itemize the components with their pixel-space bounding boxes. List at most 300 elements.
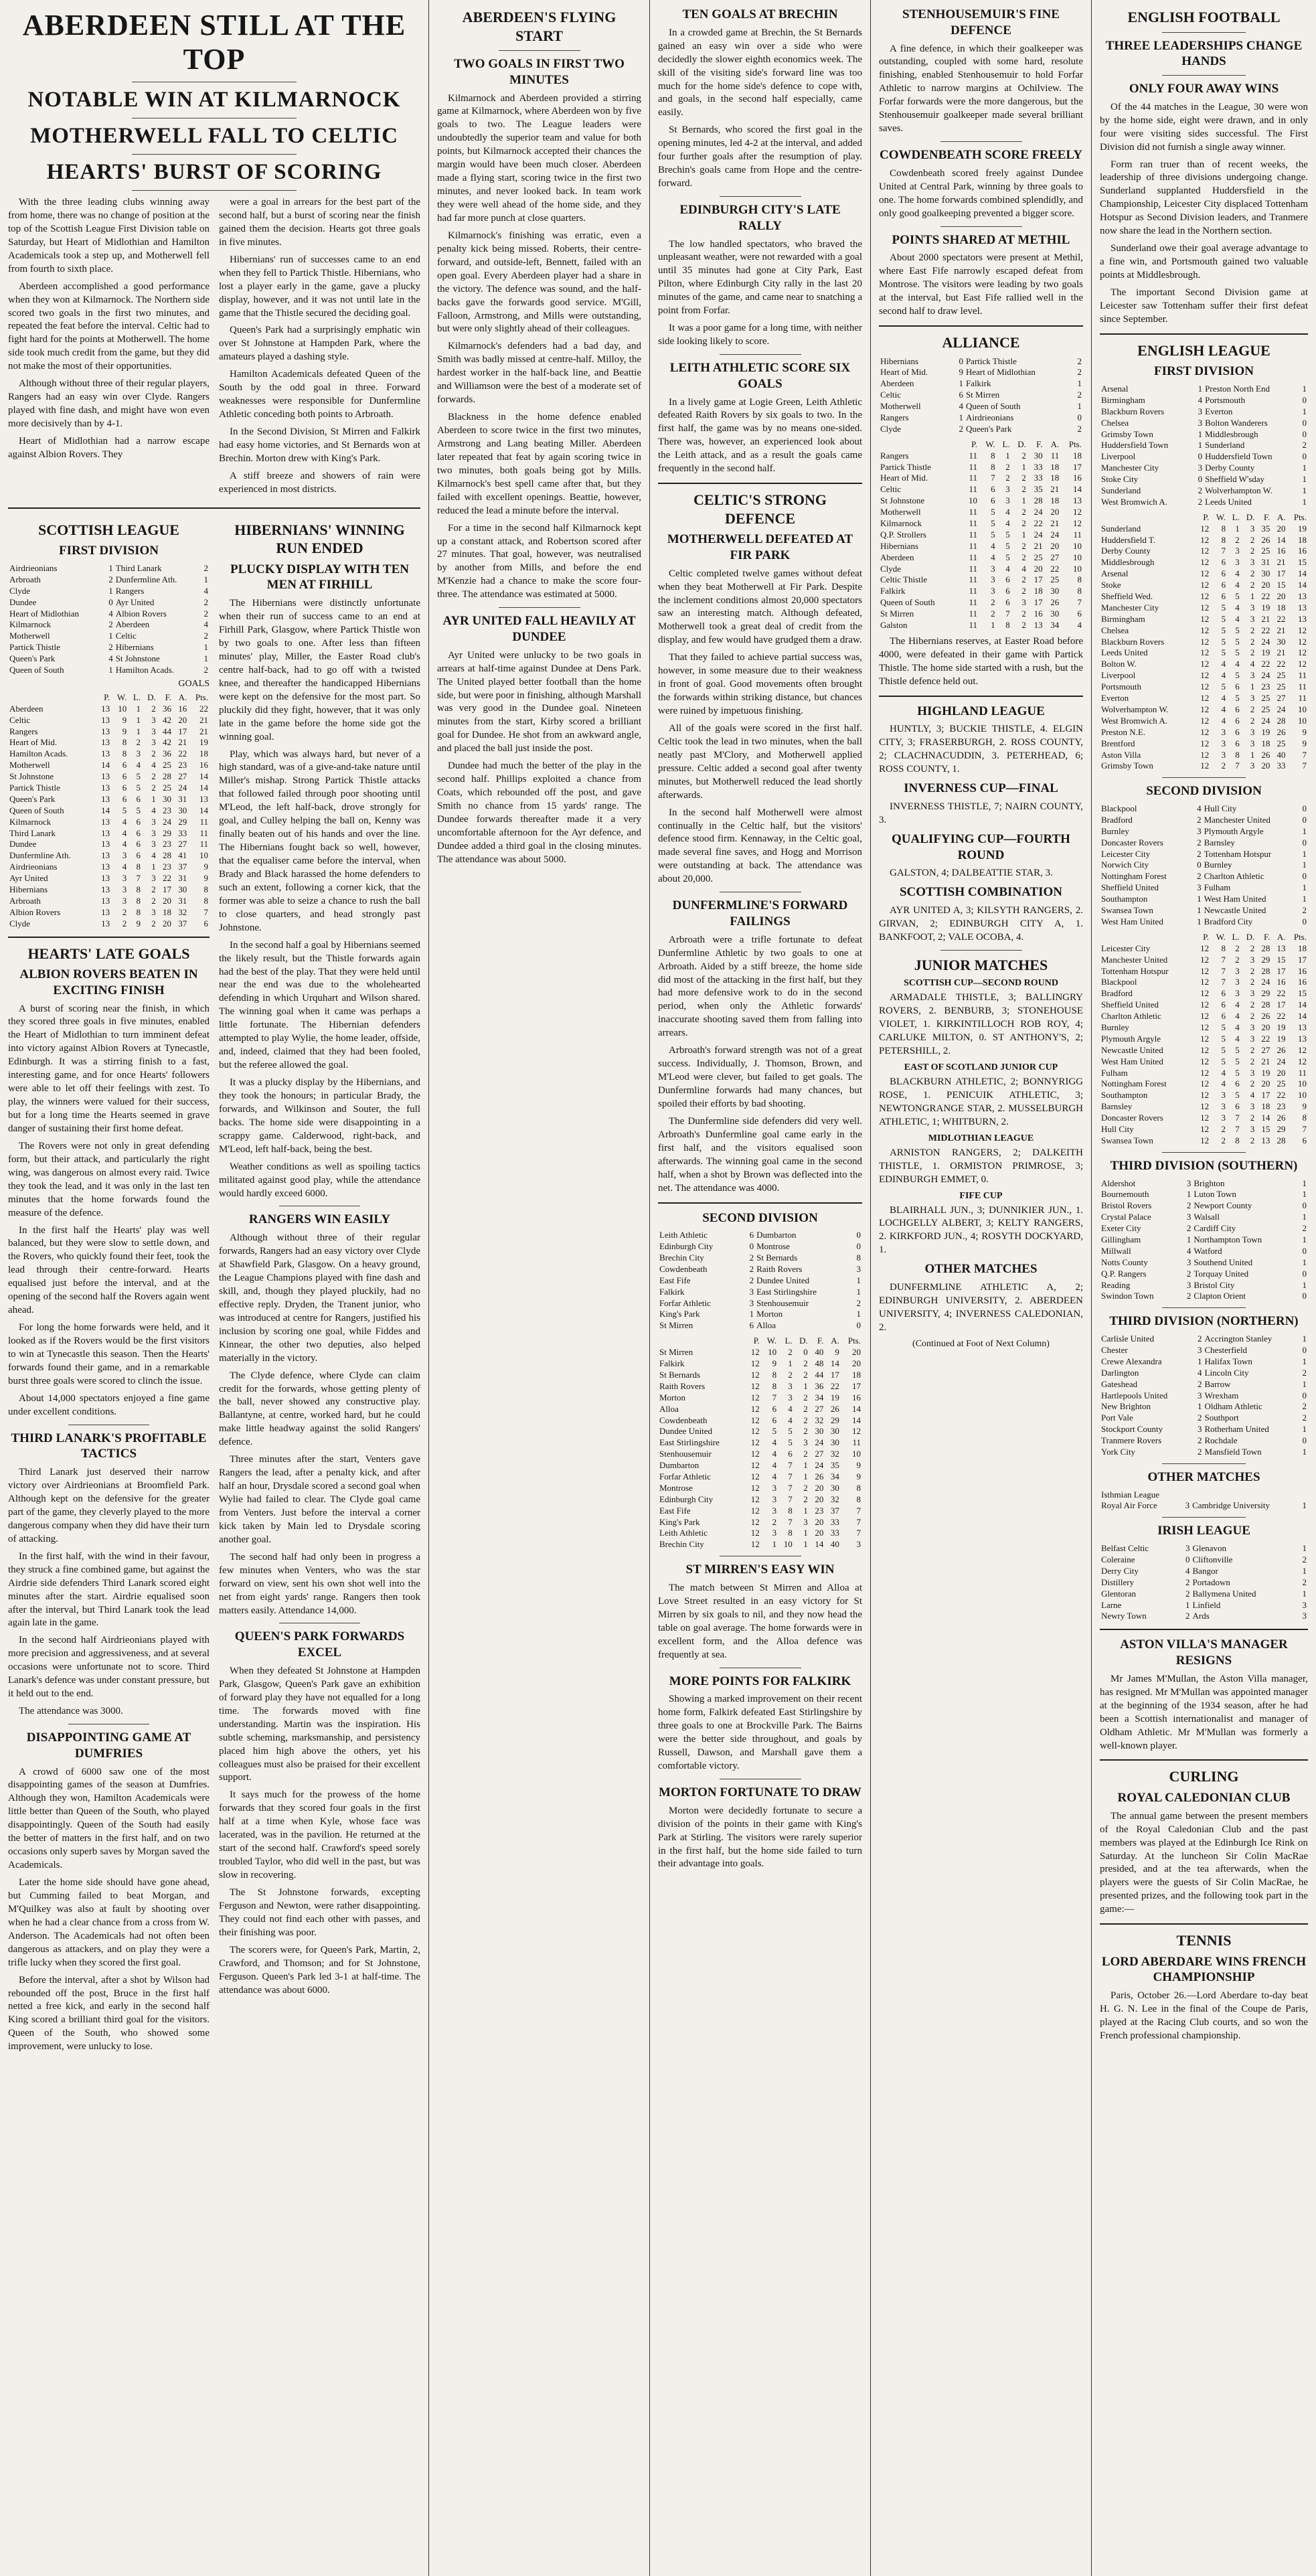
table-cell: 5	[1235, 636, 1240, 647]
result-row	[1100, 1379, 1308, 1390]
paragraph: The Dunfermline side defenders did very well. Arbroath's Dunfermline goal came early in the first half, and the visitors equalised soon afterwards. The winning goal came in the second half, when a shot by Brown was deflected into the net. The attendance was 4000.	[658, 1115, 862, 1194]
table-cell: 11	[1050, 450, 1060, 461]
table-cell: 8	[1235, 749, 1240, 760]
table-cell: 16	[1298, 977, 1307, 987]
table-cell: 48	[815, 1358, 824, 1369]
table-cell: 22	[1277, 613, 1286, 624]
result-cell: Grimsby Town	[1101, 428, 1153, 439]
table-cell: 6	[1235, 704, 1240, 714]
table-header-cell: Pts.	[1068, 438, 1082, 449]
table-cell: 27	[815, 1403, 824, 1414]
result-cell: Royal Air Force	[1101, 1500, 1157, 1511]
paragraph: The second half had only been in progress a few minutes when Venters, who was the star forward on view, sent his own shot well into the net from eight yards' range. Rangers then took matters easily. Attendance 14,000.	[219, 1551, 420, 1616]
table-cell: 9	[1302, 738, 1307, 748]
table-cell: 5	[1221, 613, 1226, 624]
table-cell: 4	[1077, 619, 1082, 630]
table-cell: 3	[1221, 1090, 1226, 1101]
result-cell: 1	[1197, 894, 1202, 904]
result-cell: 1	[959, 412, 963, 422]
table-cell: 21	[1261, 1056, 1270, 1066]
table-cell: East Fife	[659, 1505, 691, 1516]
table-row	[658, 1471, 862, 1483]
table-cell: 30	[830, 1482, 839, 1493]
table-cell: 27	[815, 1449, 824, 1459]
result-cell: 0	[959, 355, 963, 366]
junior-body-2	[879, 1076, 1083, 1129]
table-cell: 12	[750, 1539, 760, 1550]
third-head: THIRD LANARK'S PROFITABLE TACTICS	[11, 1431, 207, 1461]
table-cell: 5	[1235, 591, 1240, 602]
table-row	[1100, 602, 1308, 614]
table-cell: 1	[1021, 529, 1026, 540]
result-row	[8, 631, 210, 642]
table-cell: 25	[1261, 546, 1270, 556]
result-cell: 3	[1198, 1424, 1202, 1435]
result-cell: Watford	[1194, 1245, 1222, 1256]
eng-sub2: ONLY FOUR AWAY WINS	[1129, 82, 1279, 96]
table-row	[1100, 1124, 1308, 1135]
table-row	[1100, 1113, 1308, 1124]
result-cell: Fulham	[1204, 882, 1231, 893]
table-cell: 2	[1021, 473, 1026, 483]
result-cell: 1	[108, 562, 113, 573]
result-cell: West Ham United	[1101, 916, 1163, 927]
result-cell: Liverpool	[1101, 451, 1136, 462]
table-cell: 2	[1005, 473, 1010, 483]
table-cell: 6	[1221, 591, 1226, 602]
result-cell: 1	[1302, 1334, 1307, 1344]
result-cell: 2	[1198, 485, 1203, 496]
table-row	[8, 726, 210, 738]
column-alliance	[870, 0, 1091, 2576]
junior-body-3	[879, 1147, 1083, 1187]
table-cell: 13	[101, 703, 110, 714]
table-cell: 22	[1261, 659, 1270, 669]
result-cell: 1	[1302, 1543, 1307, 1554]
table-cell: Falkirk	[880, 586, 906, 596]
table-cell: 17	[1298, 954, 1307, 965]
result-row	[1100, 1291, 1308, 1302]
table-cell: 22	[199, 703, 208, 714]
table-cell: 6	[1235, 738, 1240, 748]
table-cell: 7	[1005, 609, 1010, 619]
table-cell: 8	[136, 906, 141, 917]
result-cell: 1	[203, 653, 208, 664]
result-row	[1100, 1189, 1308, 1200]
table-cell: Chelsea	[1101, 625, 1129, 635]
result-cell: 1	[856, 1275, 861, 1285]
table-cell: 2	[803, 1415, 808, 1425]
table-cell: 8	[788, 1528, 793, 1538]
result-cell: Portsmouth	[1205, 394, 1246, 405]
result-cell: St Johnstone	[115, 653, 160, 664]
table-cell: Heart of Mid.	[880, 473, 928, 483]
result-cell: Arsenal	[1101, 384, 1129, 394]
dunf-head: DUNFERMLINE'S FORWARD FAILINGS	[672, 898, 848, 929]
paragraph: Hamilton Academicals defeated Queen of the South by the odd goal in three. Forward weaknesses were responsible for Dunfermline Athletic conceding both points to Arbroath.	[219, 369, 420, 420]
result-cell: Leith Athletic	[659, 1230, 708, 1240]
table-row	[879, 552, 1083, 564]
eng-second-results	[1100, 803, 1308, 928]
table-cell: 28	[1261, 965, 1270, 976]
highland-head: HIGHLAND LEAGUE	[917, 704, 1045, 718]
table-cell: 9	[856, 1471, 861, 1481]
result-cell: 1	[1302, 1356, 1307, 1366]
table-cell: 8	[1077, 586, 1082, 596]
table-cell: 25	[163, 782, 172, 793]
table-cell: 7	[1235, 1123, 1240, 1134]
result-cell: Burnley	[1101, 825, 1129, 836]
paragraph: ARMADALE THISTLE, 3; BALLINGRY ROVERS, 2. BENBURB, 3; STONEHOUSE VIOLET, 1. KIRKINTILLOCH ROB ROY, 4; CARLUKE MILTON, 0. ST ANTHONY'S, 2; PETERSHILL, 2.	[879, 992, 1083, 1056]
table-cell: 32	[830, 1449, 839, 1459]
table-cell: 7	[856, 1505, 861, 1516]
table-cell: 5	[1235, 625, 1240, 635]
table-cell: 6	[991, 495, 995, 506]
table-cell: 28	[163, 850, 172, 861]
result-row	[1100, 1447, 1308, 1458]
table-cell: 30	[163, 793, 172, 804]
table-row	[658, 1506, 862, 1517]
alliance-body	[879, 635, 1083, 689]
result-cell: 1	[1302, 474, 1307, 485]
table-cell: 24	[1277, 1056, 1286, 1066]
table-cell: 30	[1277, 636, 1286, 647]
paragraph: The annual game between the present members of the Royal Caledonian Club and the past members was played at the Edinburgh Ice Rink on Saturday. At the luncheon Sir Colin MacRae presided, and at the tea afterwards, when the players were the guests of Sir Colin MacRae, he presented prizes, and the following took part in the game:—	[1100, 1810, 1308, 1915]
table-cell: 18	[199, 748, 208, 759]
mirren-body	[658, 1582, 862, 1662]
table-cell: 4	[1235, 613, 1240, 624]
table-cell: 6	[136, 827, 141, 838]
result-cell: Brechin City	[659, 1253, 704, 1263]
result-cell: Queen of South	[965, 401, 1021, 412]
table-cell: 2	[1250, 580, 1255, 590]
table-cell: 13	[101, 895, 110, 906]
result-cell: 2	[856, 1297, 861, 1308]
flying-head: ABERDEEN'S FLYING START	[462, 9, 616, 44]
table-cell: 8	[1235, 1135, 1240, 1145]
result-cell: Plymouth Argyle	[1204, 825, 1264, 836]
tennis-body	[1100, 1990, 1308, 2043]
table-row	[1100, 1135, 1308, 1147]
table-header-cell	[658, 1336, 745, 1347]
paragraph: BLAIRHALL JUN., 3; DUNNIKIER JUN., 1. LOCHGELLY ALBERT, 3; KELTY RANGERS, 2. KIRKFORD JUN., 4; ROSYTH DOCKYARD, 1.	[879, 1204, 1083, 1256]
paragraph: It says much for the prowess of the home forwards that they scored four goals in the first half at a time when Kyle, whose face was lacerated, was in the pavilion. He returned at the start of the second half. Crawford's speed sorely troubled Taylor, who did well in the past, but was slow in recovering.	[219, 1789, 420, 1880]
result-cell: Sheffield United	[1101, 882, 1159, 893]
col4-other-body	[879, 1281, 1083, 1335]
paragraph: Morton were decidedly fortunate to secure a division of the points in their game with King's Park at Stirling. The visitors were rarely superior in the first half, but the home side failed to turn their advantage into goals.	[658, 1805, 862, 1870]
table-cell: 37	[178, 918, 187, 929]
result-cell: Birmingham	[1101, 394, 1145, 405]
table-cell: Sheffield Wed.	[1101, 591, 1153, 602]
result-cell: 4	[108, 608, 113, 619]
curling-head: CURLING	[1169, 1768, 1239, 1785]
table-cell: 2	[1021, 540, 1026, 551]
table-cell: 29	[830, 1415, 839, 1425]
result-cell: 2	[203, 664, 208, 675]
points-body	[879, 252, 1083, 319]
table-cell: 8	[788, 1505, 793, 1516]
table-cell: 7	[1221, 977, 1226, 987]
table-cell: Stoke	[1101, 580, 1121, 590]
table-cell: 8	[1221, 523, 1226, 534]
table-cell: 7	[788, 1471, 793, 1481]
table-cell: 28	[163, 771, 172, 782]
table-row	[1100, 999, 1308, 1011]
table-cell: 17	[178, 726, 187, 736]
table-cell: 2	[1235, 534, 1240, 545]
result-cell: 1	[1302, 406, 1307, 416]
paragraph: BLACKBURN ATHLETIC, 2; BONNYRIGG ROSE, 1. PENICUIK ATHLETIC, 3; NEWTONGRANGE STAR, 2. MUSSELBURGH ATHLETIC, 1; WHITBURN, 2.	[879, 1076, 1083, 1127]
result-cell: 1	[856, 1286, 861, 1297]
deck-1: NOTABLE WIN AT KILMARNOCK	[27, 88, 401, 112]
table-cell: 24	[1034, 507, 1043, 517]
table-row	[879, 586, 1083, 597]
table-cell: 12	[1200, 546, 1210, 556]
table-cell: 6	[788, 1449, 793, 1459]
table-cell: 22	[1261, 1033, 1270, 1044]
league-division: FIRST DIVISION	[58, 544, 159, 558]
table-row	[658, 1483, 862, 1494]
result-row	[1100, 1589, 1308, 1600]
table-header-cell: L.	[1232, 511, 1240, 522]
result-cell: Sheffield W'sday	[1205, 474, 1265, 485]
paragraph: Kilmarnock and Aberdeen provided a stirring game at Kilmarnock, where Aberdeen won by five goals to two. The League leaders were undoubtedly the superior team and value for both points, but Kilmarnock accepted their chances the margin would have been much closer. Aberdeen made a flying start, scoring twice in the first two minutes, and never looked back. In team work they were well ahead of the home side, and they had far more punch at close quarters.	[437, 92, 641, 224]
result-row	[1100, 1246, 1308, 1257]
result-cell	[1299, 1490, 1308, 1501]
table-cell: 12	[1200, 580, 1210, 590]
table-row	[1100, 1022, 1308, 1034]
result-cell: Hamilton Acads.	[115, 664, 175, 675]
table-header-cell: F.	[817, 1336, 824, 1346]
table-cell: 6	[1077, 609, 1082, 619]
table-cell: 12	[1200, 602, 1210, 613]
table-cell: 12	[1200, 591, 1210, 602]
table-header-cell: W.	[1216, 511, 1226, 522]
third-south-results	[1100, 1178, 1308, 1303]
table-cell: 2	[1005, 461, 1010, 472]
table-row	[8, 748, 210, 760]
table-cell: 4	[991, 540, 995, 551]
table-cell: 4	[1221, 704, 1226, 714]
table-cell: 28	[1277, 715, 1286, 726]
table-cell: 10	[969, 495, 978, 506]
hibernians-section	[219, 515, 420, 2059]
table-cell: 12	[750, 1494, 760, 1504]
result-cell: 1	[1198, 384, 1203, 394]
table-row	[1100, 955, 1308, 966]
table-cell: 12	[1200, 726, 1210, 737]
table-cell: 7	[856, 1516, 861, 1527]
result-cell: 1	[1302, 1189, 1307, 1200]
stenhouse-head: STENHOUSEMUIR'S FINE DEFENCE	[902, 7, 1060, 37]
table-cell: 2	[1250, 1044, 1255, 1055]
table-cell: Blackburn Rovers	[1101, 636, 1165, 647]
first-div-results	[8, 563, 210, 676]
result-row	[1100, 837, 1308, 849]
table-cell: 6	[1221, 557, 1226, 568]
paragraph: The Hibernians were distinctly unfortunate when their run of success came to an end at Firhill Park, Glasgow, where Partick Thistle won by two goals to one. After less than fifteen minutes' play, Miller, the Easter Road club's centre half-back, had to go off with a twisted knee, and thereafter the handicapped Hibernians were kept on the defensive for the most part. So pluckily did they fight, however, that it was only late in the game before the home side got the winning goal.	[219, 598, 420, 742]
table-cell: Ayr United	[9, 873, 48, 884]
fife-body	[879, 1204, 1083, 1258]
paragraph: Later the home side should have gone ahead, but Cumming failed to beat Morgan, and M'Quilkey was also at fault by shooting over when he had a clear chance from a cross from W. Anderson. The Academicals had not often been dangerous as attackers, and on play they were a trifle lucky when they scored the first goal.	[8, 1877, 210, 1968]
table-cell: 12	[1298, 1044, 1307, 1055]
table-cell: 11	[969, 552, 978, 562]
table-cell: 3	[151, 737, 156, 748]
qp-head: QUEEN'S PARK FORWARDS EXCEL	[234, 1629, 405, 1660]
paragraph: ARNISTON RANGERS, 2; DALKEITH THISTLE, 1. ORMISTON PRIMROSE, 3; EDINBURGH EMMET, 0.	[879, 1147, 1083, 1185]
table-cell: 8	[122, 737, 127, 748]
table-row	[879, 620, 1083, 631]
result-cell: 2	[1302, 1223, 1307, 1234]
table-cell: 25	[1261, 704, 1270, 714]
table-cell: 40	[830, 1539, 839, 1550]
table-cell: 4	[1005, 563, 1010, 574]
table-cell: 12	[750, 1460, 760, 1471]
table-header-cell: W.	[766, 1336, 777, 1346]
table-cell: 18	[163, 906, 172, 917]
points-head: POINTS SHARED AT METHIL	[892, 232, 1070, 247]
table-cell: Brechin City	[659, 1539, 704, 1550]
table-cell: 18	[1261, 738, 1270, 748]
result-cell: Newport County	[1194, 1200, 1252, 1211]
result-cell: 2	[1198, 1378, 1202, 1389]
column-english	[1091, 0, 1316, 2576]
table-cell: 2	[1021, 507, 1026, 517]
table-cell: 5	[1221, 602, 1226, 613]
table-cell: Hull City	[1101, 1123, 1134, 1134]
result-row	[1100, 1200, 1308, 1212]
result-row	[658, 1253, 862, 1264]
paragraph: The attendance was 3000.	[19, 1706, 123, 1717]
table-cell: 3	[788, 1380, 793, 1391]
result-cell: Celtic	[880, 390, 902, 400]
result-cell	[1181, 1490, 1191, 1501]
table-cell: Derby County	[1101, 546, 1151, 556]
table-cell: 1	[151, 862, 156, 872]
table-cell: 5	[1235, 1067, 1240, 1078]
result-cell: Morton	[756, 1309, 783, 1319]
result-cell: Newry Town	[1101, 1611, 1147, 1621]
paragraph: GALSTON, 4; DALBEATTIE STAR, 3.	[890, 868, 1053, 879]
result-cell: 4	[1185, 1565, 1190, 1576]
table-cell: 8	[1221, 534, 1226, 545]
result-cell: 1	[1302, 825, 1307, 836]
result-row	[1100, 1280, 1308, 1291]
table-cell: 12	[1200, 715, 1210, 726]
table-cell: 2	[1021, 450, 1026, 461]
table-cell: 14	[1261, 1113, 1270, 1123]
table-cell: 19	[1261, 602, 1270, 613]
table-cell: 2	[803, 1392, 808, 1402]
result-cell: Stockport County	[1101, 1424, 1163, 1435]
table-cell: 12	[750, 1426, 760, 1437]
table-cell: 3	[856, 1539, 861, 1550]
table-cell: 4	[122, 827, 127, 838]
result-cell: St Bernards	[756, 1253, 798, 1263]
result-cell: East Stirlingshire	[756, 1286, 817, 1297]
paragraph: Hibernians' run of successes came to an end when they fell to Partick Thistle. Hibernians, who lost a player early in the game, gave a plucky display, however, and it was not until late in the game that the Thistle secured the deciding goal.	[219, 254, 420, 319]
table-row	[1100, 546, 1308, 557]
paragraph: In the first half the Hearts' play was well balanced, but they were slow to settle down, and the Rovers, who quickly found their feet, took the lead through their centre-forward. Hearts equalised just before the interval, and at the opening of the second half the Rovers again went ahead.	[8, 1224, 210, 1316]
table-cell: St Bernards	[659, 1369, 701, 1380]
table-cell: 3	[1235, 977, 1240, 987]
table-cell: Heart of Mid.	[9, 737, 58, 748]
table-cell: Third Lanark	[9, 827, 56, 838]
table-cell: 12	[1200, 988, 1210, 999]
table-cell: 14	[815, 1539, 824, 1550]
result-cell: 2	[1302, 440, 1307, 451]
table-cell: 14	[1298, 999, 1307, 1010]
result-cell: 4	[203, 619, 208, 630]
result-cell: 2	[1302, 1577, 1307, 1587]
table-cell: 2	[1250, 546, 1255, 556]
table-cell: 25	[1261, 693, 1270, 704]
table-row	[1100, 727, 1308, 738]
disappoint-body	[8, 1766, 210, 2055]
table-cell: 17	[163, 884, 172, 894]
ayr-head: AYR UNITED FALL HEAVILY AT DUNDEE	[442, 614, 636, 644]
table-header-cell: W.	[116, 692, 127, 702]
result-cell: Bristol Rovers	[1101, 1200, 1152, 1211]
table-cell: 16	[1277, 977, 1286, 987]
table-row	[879, 564, 1083, 575]
result-cell: 3	[1186, 1212, 1191, 1222]
table-cell: 12	[1200, 704, 1210, 714]
table-cell: 4	[1235, 1022, 1240, 1032]
table-cell: Blackpool	[1101, 977, 1137, 987]
result-cell: Manchester City	[1101, 463, 1159, 473]
result-cell: Clyde	[880, 423, 902, 434]
table-cell: 2	[151, 884, 156, 894]
result-cell: Forfar Athletic	[659, 1297, 711, 1308]
table-cell: 19	[1277, 1022, 1286, 1032]
table-cell: 25	[1034, 552, 1043, 562]
table-cell: 5	[991, 529, 995, 540]
headline: ABERDEEN STILL AT THE TOP	[22, 9, 406, 76]
result-cell: 3	[1198, 406, 1203, 416]
table-cell: 15	[1298, 988, 1307, 999]
result-cell: 4	[108, 653, 113, 664]
result-cell: 4	[959, 401, 963, 412]
col4-other-head: OTHER MATCHES	[924, 1262, 1038, 1277]
result-cell: Linfield	[1192, 1599, 1221, 1610]
table-cell: 3	[1250, 523, 1255, 534]
hearts-head: HEARTS' LATE GOALS	[27, 945, 190, 962]
table-cell: 12	[1200, 1135, 1210, 1145]
table-row	[1100, 1056, 1308, 1068]
result-cell: Middlesbrough	[1205, 428, 1258, 439]
table-cell: 3	[1250, 1101, 1255, 1112]
table-cell: Clyde	[880, 563, 902, 574]
result-cell: Newcastle United	[1204, 905, 1266, 916]
table-cell: Southampton	[1101, 1090, 1148, 1101]
table-cell: 10	[1298, 704, 1307, 714]
result-cell: 2	[1077, 355, 1082, 366]
table-cell: 6	[1005, 586, 1010, 596]
table-cell: Montrose	[659, 1482, 693, 1493]
paragraph: About 2000 spectators were present at Methil, where East Fife narrowly escaped defeat from Montrose. The visitors were leading by two goals at the interval, but East Fife rallied well in the second half to draw level.	[879, 252, 1083, 317]
table-cell: 22	[1277, 1090, 1286, 1101]
result-cell: Clapton Orient	[1194, 1291, 1246, 1301]
table-cell: 24	[178, 782, 187, 793]
result-row	[1100, 1500, 1308, 1512]
result-cell: Rotherham United	[1204, 1424, 1269, 1435]
junior-head: JUNIOR MATCHES	[914, 956, 1048, 973]
table-cell: 2	[1021, 609, 1026, 619]
table-row	[1100, 591, 1308, 602]
table-cell: 30	[1261, 568, 1270, 579]
col5-other-head: OTHER MATCHES	[1147, 1469, 1260, 1484]
